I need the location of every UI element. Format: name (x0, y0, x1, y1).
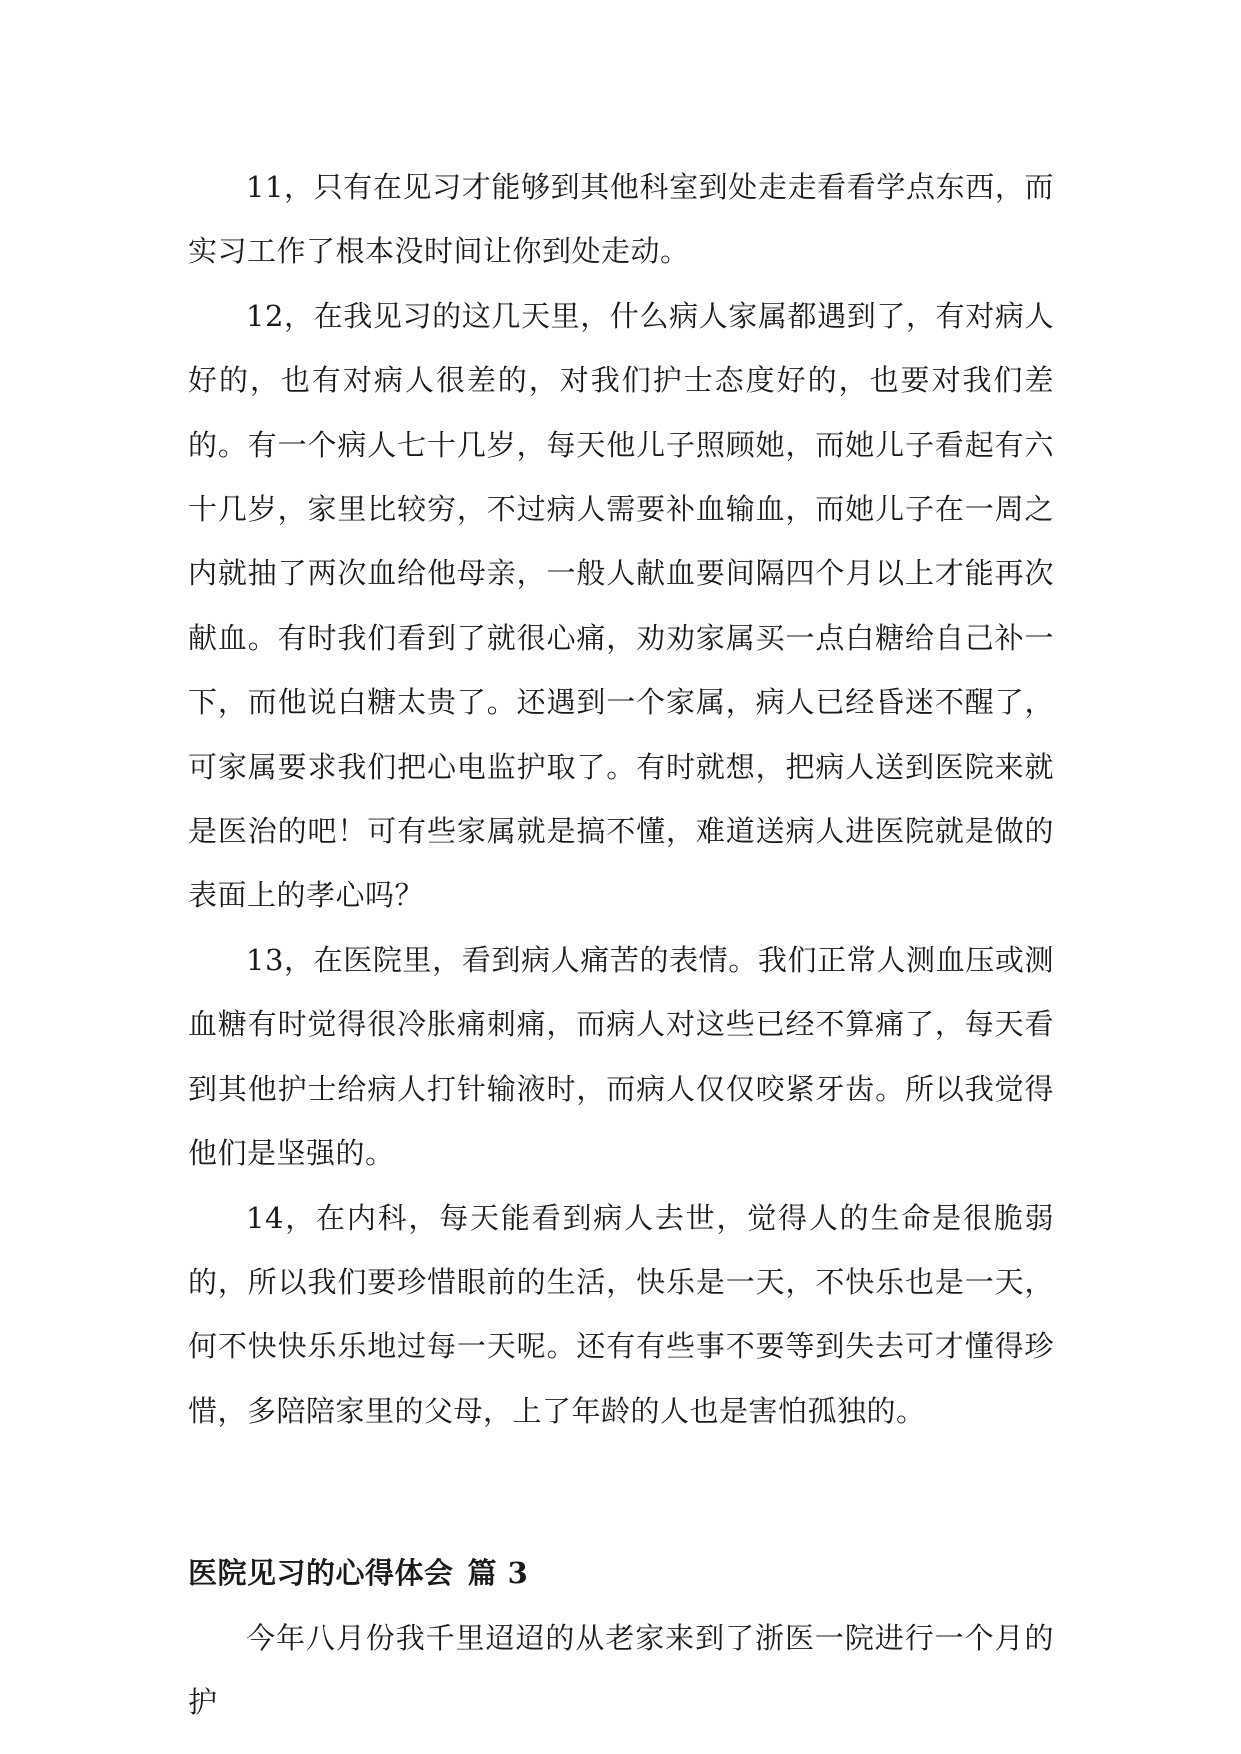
paragraph-13: 13，在医院里，看到病人痛苦的表情。我们正常人测血压或测血糖有时觉得很冷胀痛刺痛，而病人对这些已经不算痛了，每天看到其他护士给病人打针输液时，而病人仅仅咬紧牙齿。所以我觉得他们是坚强的。 (188, 942, 1054, 1171)
document-body (188, 155, 1054, 1734)
paragraph-12: 12，在我见习的这几天里，什么病人家属都遇到了，有对病人好的，也有对病人很差的，对我们护士态度好的，也要对我们差的。有一个病人七十几岁，每天他儿子照顾她，而她儿子看起有六十几岁，家里比较穷，不过病人需要补血输血，而她儿子在一周之内就抽了两次血给他母亲，一般人献血要间隔四个月以上才能再次献血。有时我们看到了就很心痛，劝劝家属买一点白糖给自己补一下，而他说白糖太贵了。还遇到一个家属，病人已经昏迷不醒了，可家属要求我们把心电监护取了。有时就想，把病人送到医院来就是医治的吧！可有些家属就是搞不懂，难道送病人进医院就是做的表面上的孝心吗？ (188, 298, 1054, 913)
paragraph-14: 14，在内科，每天能看到病人去世，觉得人的生命是很脆弱的，所以我们要珍惜眼前的生活，快乐是一天，不快乐也是一天，何不快快乐乐地过每一天呢。还有有些事不要等到失去可才懂得珍惜，多陪陪家里的父母，上了年龄的人也是害怕孤独的。 (188, 1200, 1054, 1428)
section-paragraph: 今年八月份我千里迢迢的从老家来到了浙医一院进行一个月的护 (188, 1620, 1054, 1719)
paragraph-11: 11，只有在见习才能够到其他科室到处走走看看学点东西，而实习工作了根本没时间让你到处走动。 (188, 170, 1054, 269)
section-heading (188, 1541, 1054, 1605)
section-heading-label: 篇 3 (467, 1556, 529, 1591)
section-heading-title: 医院见习的心得体会 (188, 1556, 454, 1591)
